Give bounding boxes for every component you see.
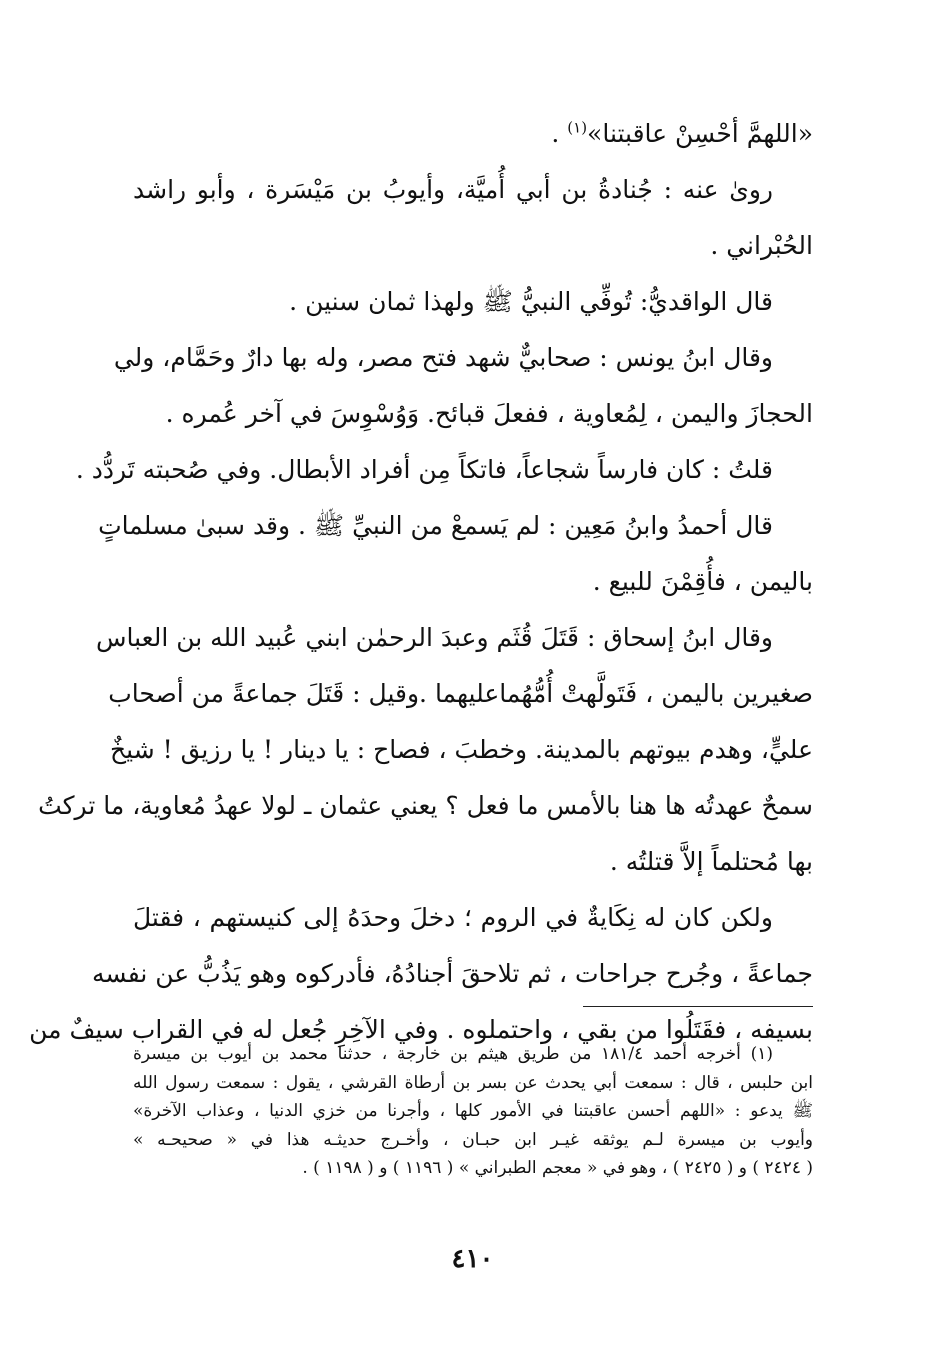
text-line: عليٍّ، وهدم بيوتهم بالمدينة. وخطبَ ، فصاح : يا دينار ! يا رزيق ! شيخٌ [110,735,813,764]
quoted-prayer: «اللهمَّ أحْسِنْ عاقبتنا» [587,119,813,148]
text-line: وقال ابنُ يونس : صحابيٌّ شهد فتح مصر، وله بها دارٌ وحَمَّام، ولي [113,343,773,372]
footnote-divider [583,1006,813,1007]
punctuation: . [551,119,568,148]
text-line: ولكن كان له نِكَايةٌ في الروم ؛ دخلَ وحدَهُ إلى كنيستهم ، فقتلَ [133,903,773,932]
text-line: سمحٌ عهدتُه ها هنا بالأمس ما فعل ؟ يعني عثمان ـ لولا عهدُ مُعاوية، ما تركتُ [38,791,813,820]
footnote-line: ( ٢٤٢٤ ) و ( ٢٤٢٥ ) ، وهو في « معجم الطبراني » ( ١١٩٦ ) و ( ١١٩٨ ) . [302,1158,813,1178]
text-line: قال أحمدُ وابنُ مَعِين : لم يَسمعْ من النبيِّ ﷺ . وقد سبىٰ مسلماتٍ [98,511,773,540]
text-line: روىٰ عنه : جُنادةُ بن أبي أُميَّة، وأيوبُ بن مَيْسَرة ، وأبو راشد [133,175,773,204]
text-line: الحجازَ واليمن ، لِمُعاوية ، ففعلَ قبائح. وَوُسْوِسَ في آخر عُمره . [165,399,813,428]
footnote-line: وأيوب بن ميسرة لـم يوثقه غيـر ابن حبـان ، وأخـرج حديثـه هذا في « صحيحـه » [133,1129,813,1150]
footnote-ref: (١) [567,118,588,137]
text-line: قلتُ : كان فارساً شجاعاً، فاتكاً مِن أفراد الأبطال. وفي صُحبته تَردُّد . [75,455,773,484]
page-number: ٤١٠ [451,1244,494,1274]
text-line [133,106,813,162]
text-line: الحُبْراني . [710,231,813,260]
footnotes [133,1040,813,1183]
text-line: بها مُحتلماً إلاَّ قتلتُه . [609,847,813,876]
text-line: وقال ابنُ إسحاق : قَتَلَ قُثَم وعبدَ الرحمٰن ابني عُبيد الله بن العباس [95,623,773,652]
text-line: بسيفه ، فقَتَلُوا من بقي ، واحتملوه . وفي الآخِرِ جُعل له في القراب سيفٌ من [29,1015,813,1044]
footnote-line: ابن حلبس ، قال : سمعت أبي يحدث عن بسر بن أرطاة القرشي ، يقول : سمعت رسول الله [133,1072,813,1093]
text-line: قال الواقديُّ: تُوفِّي النبيُّ ﷺ ولهذا ثمان سنين . [289,287,773,316]
footnote-line: ﷺ يدعو : «اللهم أحسن عاقبتنا في الأمور كلها ، وأجرنا من خزي الدنيا ، وعذاب الآخرة» [133,1101,813,1121]
text-line: جماعةً ، وجُرح جراحات ، ثم تلاحقَ أجنادُهُ، فأدركوه وهو يَذُبُّ عن نفسه [92,959,813,988]
main-text [29,106,813,1058]
text-line: باليمن ، فأُقِمْنَ للبيع . [592,567,813,596]
text-line: صغيرين باليمن ، فَتَولَّهتْ أُمُّهُماعليهما .وقيل : قَتَلَ جماعةً من أصحاب [108,679,813,708]
footnote-line: (١) أخرجه أحمد ١٨١/٤ من طريق هيثم بن خارجة ، حدثنا محمد بن أيوب بن ميسرة [133,1044,773,1064]
